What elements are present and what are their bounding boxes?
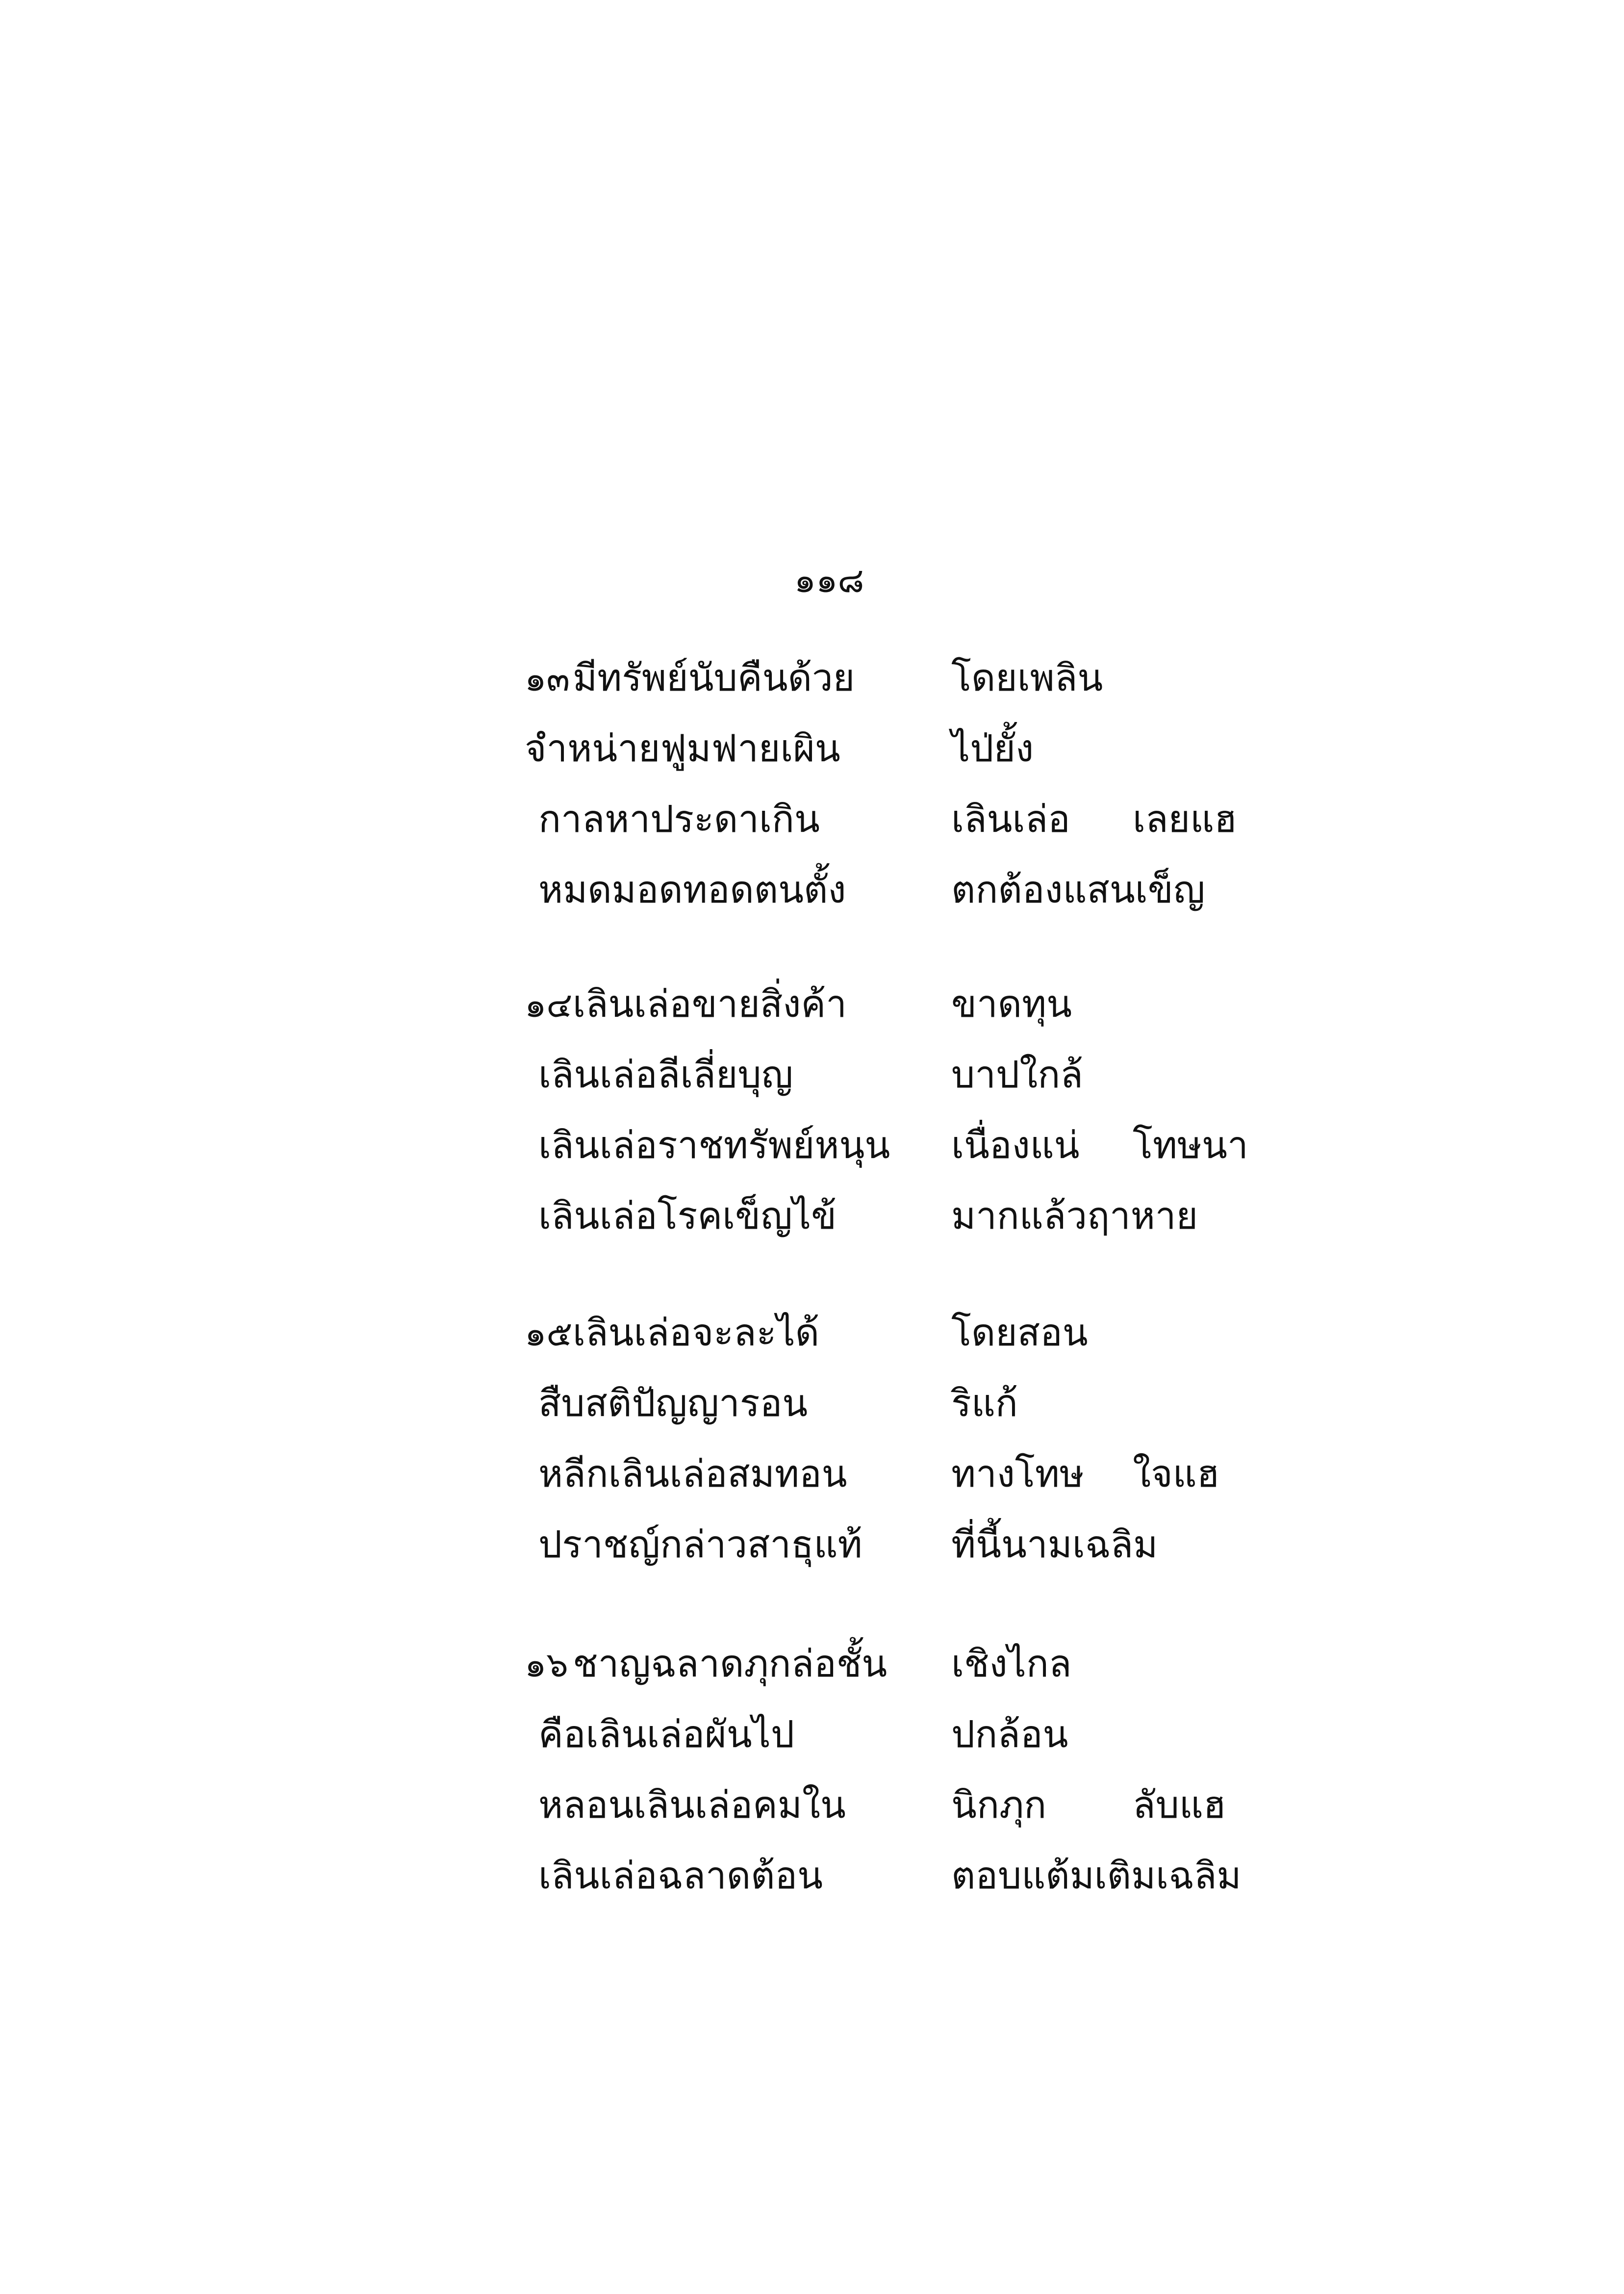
stanza — [525, 969, 1248, 1251]
verse-extra: เลยแฮ — [1133, 797, 1237, 841]
verse-right: ตกต้องแสนเข็ญ — [951, 868, 1205, 911]
verse-line — [525, 1509, 1211, 1580]
verse-right: โดยเพลิน — [951, 656, 1103, 699]
verse-line — [525, 1770, 1226, 1840]
verse-line — [525, 643, 1211, 713]
verse-left-text: ชาญฉลาดภุกล่อชั้น — [573, 1642, 888, 1685]
verse-left: เลินเล่อลีเลี่ยบุญ — [538, 1053, 793, 1096]
verse-left — [525, 969, 847, 1040]
verse-extra: โทษนา — [1133, 1123, 1248, 1167]
verse-right: ริแก้ — [951, 1381, 1018, 1425]
stanza — [525, 1297, 1220, 1580]
verse-right: โดยสอน — [951, 1311, 1088, 1354]
page-number: ๑๑๘ — [794, 560, 864, 600]
stanza-number: ๑๖ — [525, 1645, 568, 1685]
verse-line — [525, 1039, 1211, 1110]
verse-left: หลอนเลินเล่อคมใน — [538, 1783, 846, 1827]
verse-left: คือเลินเล่อผันไป — [538, 1712, 795, 1756]
verse-left-text: เลินเล่อจะละได้ — [573, 1311, 820, 1354]
verse-left — [525, 1628, 887, 1700]
verse-left: กาลหาประดาเกิน — [538, 797, 820, 841]
verse-left: เลินเล่อโรคเข็ญไข้ — [538, 1194, 837, 1237]
verse-right: ขาดทุน — [951, 982, 1072, 1026]
verse-right: บาปใกล้ — [951, 1053, 1083, 1096]
verse-line — [525, 1297, 1211, 1368]
verse-line — [525, 1699, 1211, 1770]
verse-line — [525, 1840, 1242, 1911]
verse-line — [525, 1181, 1211, 1251]
verse-left: ปราชญ์กล่าวสาธุแท้ — [538, 1522, 863, 1566]
verse-left — [525, 643, 855, 714]
verse-right: ปกล้อน — [951, 1712, 1068, 1756]
verse-right: ไป่ยั้ง — [951, 726, 1034, 770]
verse-left: สืบสติปัญญารอน — [538, 1381, 808, 1425]
verse-right: ตอบแต้มเติมเฉลิม — [951, 1854, 1242, 1897]
stanza-number: ๑๕ — [525, 1314, 573, 1354]
verse-line — [525, 1110, 1248, 1181]
verse-extra: ลับแฮ — [1133, 1783, 1226, 1827]
verse-line — [525, 1439, 1220, 1509]
verse-left: จำหน่ายฟูมฟายเผิน — [525, 726, 840, 770]
verse-right: เนื่องแน่ — [951, 1123, 1080, 1167]
verse-line — [525, 969, 1211, 1039]
verse-right: นิกภุก — [951, 1783, 1047, 1827]
verse-left — [525, 1297, 819, 1369]
verse-right: ที่นี้นามเฉลิม — [951, 1522, 1158, 1566]
verse-extra: ใจแฮ — [1133, 1452, 1220, 1495]
stanza — [525, 1628, 1242, 1911]
verse-left-text: เลินเล่อขายสิ่งค้า — [573, 982, 847, 1026]
verse-line — [525, 784, 1237, 854]
verse-line — [525, 1628, 1211, 1699]
verse-left-text: มีทรัพย์นับคืนด้วย — [573, 656, 855, 699]
verse-right: เลินเล่อ — [951, 797, 1070, 841]
verse-left: หมดมอดทอดตนตั้ง — [538, 868, 846, 911]
stanza-number: ๑๔ — [525, 985, 573, 1025]
verse-line — [525, 854, 1211, 925]
verse-line — [525, 1368, 1211, 1439]
verse-right: เชิงไกล — [951, 1642, 1072, 1685]
stanza-number: ๑๓ — [525, 659, 570, 699]
verse-left: เลินเล่อราชทรัพย์หนุน — [538, 1123, 890, 1167]
verse-right: ทางโทษ — [951, 1452, 1084, 1495]
verse-right: มากแล้วฤาหาย — [951, 1194, 1198, 1237]
verse-line — [525, 713, 1211, 784]
verse-left: หลีกเลินเล่อสมทอน — [538, 1452, 847, 1495]
verse-left: เลินเล่อฉลาดต้อน — [538, 1854, 823, 1897]
stanza — [525, 643, 1237, 925]
